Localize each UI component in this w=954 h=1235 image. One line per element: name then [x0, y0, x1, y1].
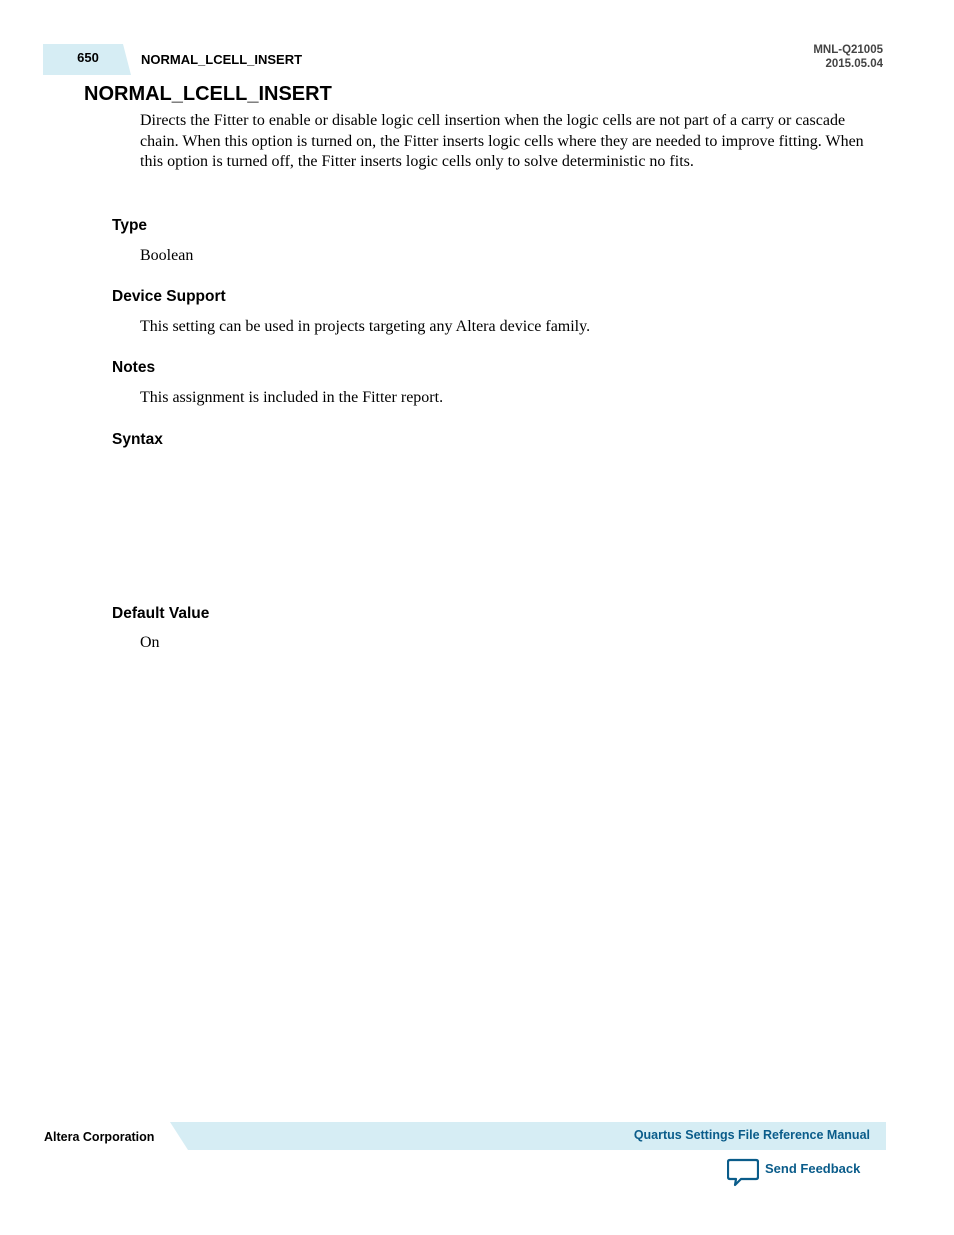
- description-paragraph: Directs the Fitter to enable or disable logic cell insertion when the logic cells are not part of a carry or cascade chain. When this option is turned on, the Fitter inserts logic cells where they are needed to improve fitting. When this option is turned off, the Fitter inserts logic cells only to solve deterministic no fits.: [140, 112, 864, 171]
- document-date: 2015.05.04: [825, 58, 883, 70]
- footer-manual-link[interactable]: Quartus Settings File Reference Manual: [633, 1128, 870, 1142]
- page-title: NORMAL_LCELL_INSERT: [84, 83, 332, 105]
- default-value: On: [140, 634, 160, 651]
- footer-company: Altera Corporation: [44, 1130, 155, 1144]
- document-id: MNL-Q21005: [813, 44, 883, 56]
- page-number: 650: [77, 50, 99, 65]
- device-support-heading: Device Support: [112, 288, 226, 305]
- type-heading: Type: [112, 217, 148, 234]
- send-feedback-link[interactable]: Send Feedback: [765, 1161, 861, 1176]
- header-section-title: NORMAL_LCELL_INSERT: [141, 52, 303, 67]
- notes-heading: Notes: [112, 359, 156, 376]
- default-value-heading: Default Value: [112, 605, 210, 622]
- feedback-speech-bubble-icon[interactable]: [727, 1158, 759, 1188]
- device-support-value: This setting can be used in projects targeting any Altera device family.: [140, 318, 591, 335]
- syntax-heading: Syntax: [112, 431, 163, 448]
- type-value: Boolean: [140, 247, 194, 264]
- document-info: [813, 43, 883, 71]
- notes-value: This assignment is included in the Fitter report.: [140, 389, 444, 406]
